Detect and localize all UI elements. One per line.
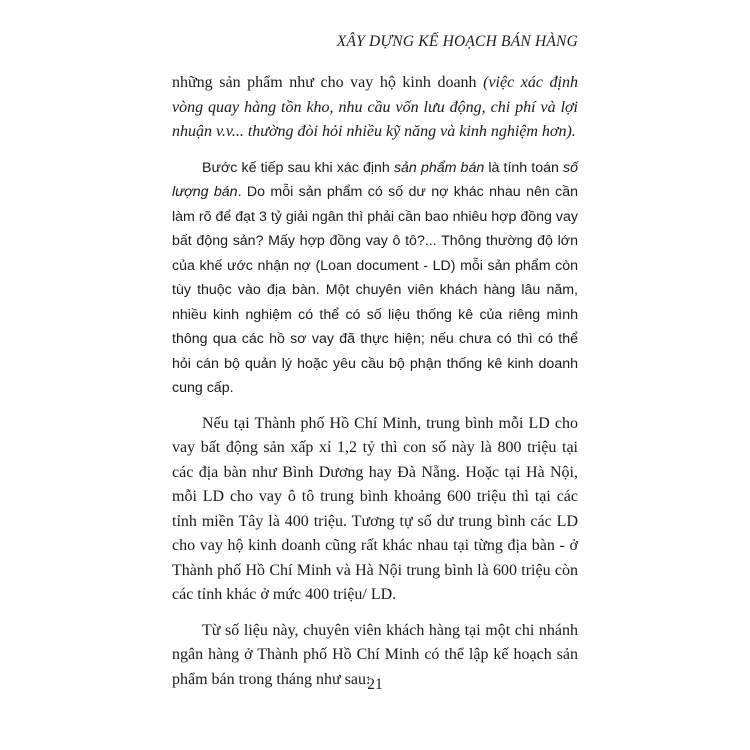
page-number: 21	[367, 676, 383, 693]
paragraph-3: Nếu tại Thành phố Hồ Chí Minh, trung bình mỗi LD cho vay bất động sản xấp xỉ 1,2 tỷ thì con số này là 800 triệu tại các địa bàn như Bình Dương hay Đà Nẵng. Hoặc tại Hà Nội, mỗi LD cho vay ô tô trung bình khoảng 600 triệu thì tại các tỉnh miền Tây là 400 triệu. Tương tự số dư trung bình các LD cho vay hộ kinh doanh cũng rất khác nhau tại từng địa bàn - ở Thành phố Hồ Chí Minh và Hà Nội trung bình là 600 triệu còn các tỉnh khác ở mức 400 triệu/ LD.	[172, 414, 578, 603]
paragraph-2-part-c: là tính toán	[484, 159, 564, 176]
paragraph-4: Từ số liệu này, chuyên viên khách hàng tại một chi nhánh ngân hàng ở Thành phố Hồ Chí Minh có thể lập kế hoạch sản phẩm bán trong tháng như sau:	[172, 621, 578, 688]
paragraph-1	[172, 71, 578, 145]
paragraph-2-part-a: Bước kế tiếp sau khi xác định	[202, 159, 394, 176]
paragraph-2-part-e: . Do mỗi sản phẩm có số dư nợ khác nhau nên cần làm rõ để đạt 3 tỷ giải ngân thì phải cần bao nhiêu hợp đồng vay bất động sản? Mấy hợp đồng vay ô tô?... Thông thường độ lớn của khế ước nhận nợ (Loan document - LD) mỗi sản phẩm còn tùy thuộc vào địa bàn. Một chuyên viên khách hàng lâu năm, nhiều kinh nghiệm có thể có số liệu thống kê của riêng mình thông qua các hồ sơ vay đã thực hiện; nếu chưa có thì có thể hỏi cán bộ quản lý hoặc yêu cầu bộ phận thống kê kinh doanh cung cấp.	[172, 184, 578, 396]
page-body	[172, 71, 578, 703]
term-san-pham-ban: sản phẩm bán	[393, 159, 485, 176]
running-header: XÂY DỰNG KẾ HOẠCH BÁN HÀNG	[336, 33, 578, 50]
paragraph-2	[172, 156, 578, 401]
paragraph-1-text: những sản phẩm như cho vay hộ kinh doanh	[172, 74, 484, 91]
term-so-luong-ban: số lượng bán	[172, 159, 579, 200]
paragraph-1-italic: (việc xác định vòng quay hàng tồn kho, nhu cầu vốn lưu động, chi phí và lợi nhuận v.v... thường đòi hỏi nhiều kỹ năng và kinh nghiệm hơn).	[172, 74, 578, 140]
